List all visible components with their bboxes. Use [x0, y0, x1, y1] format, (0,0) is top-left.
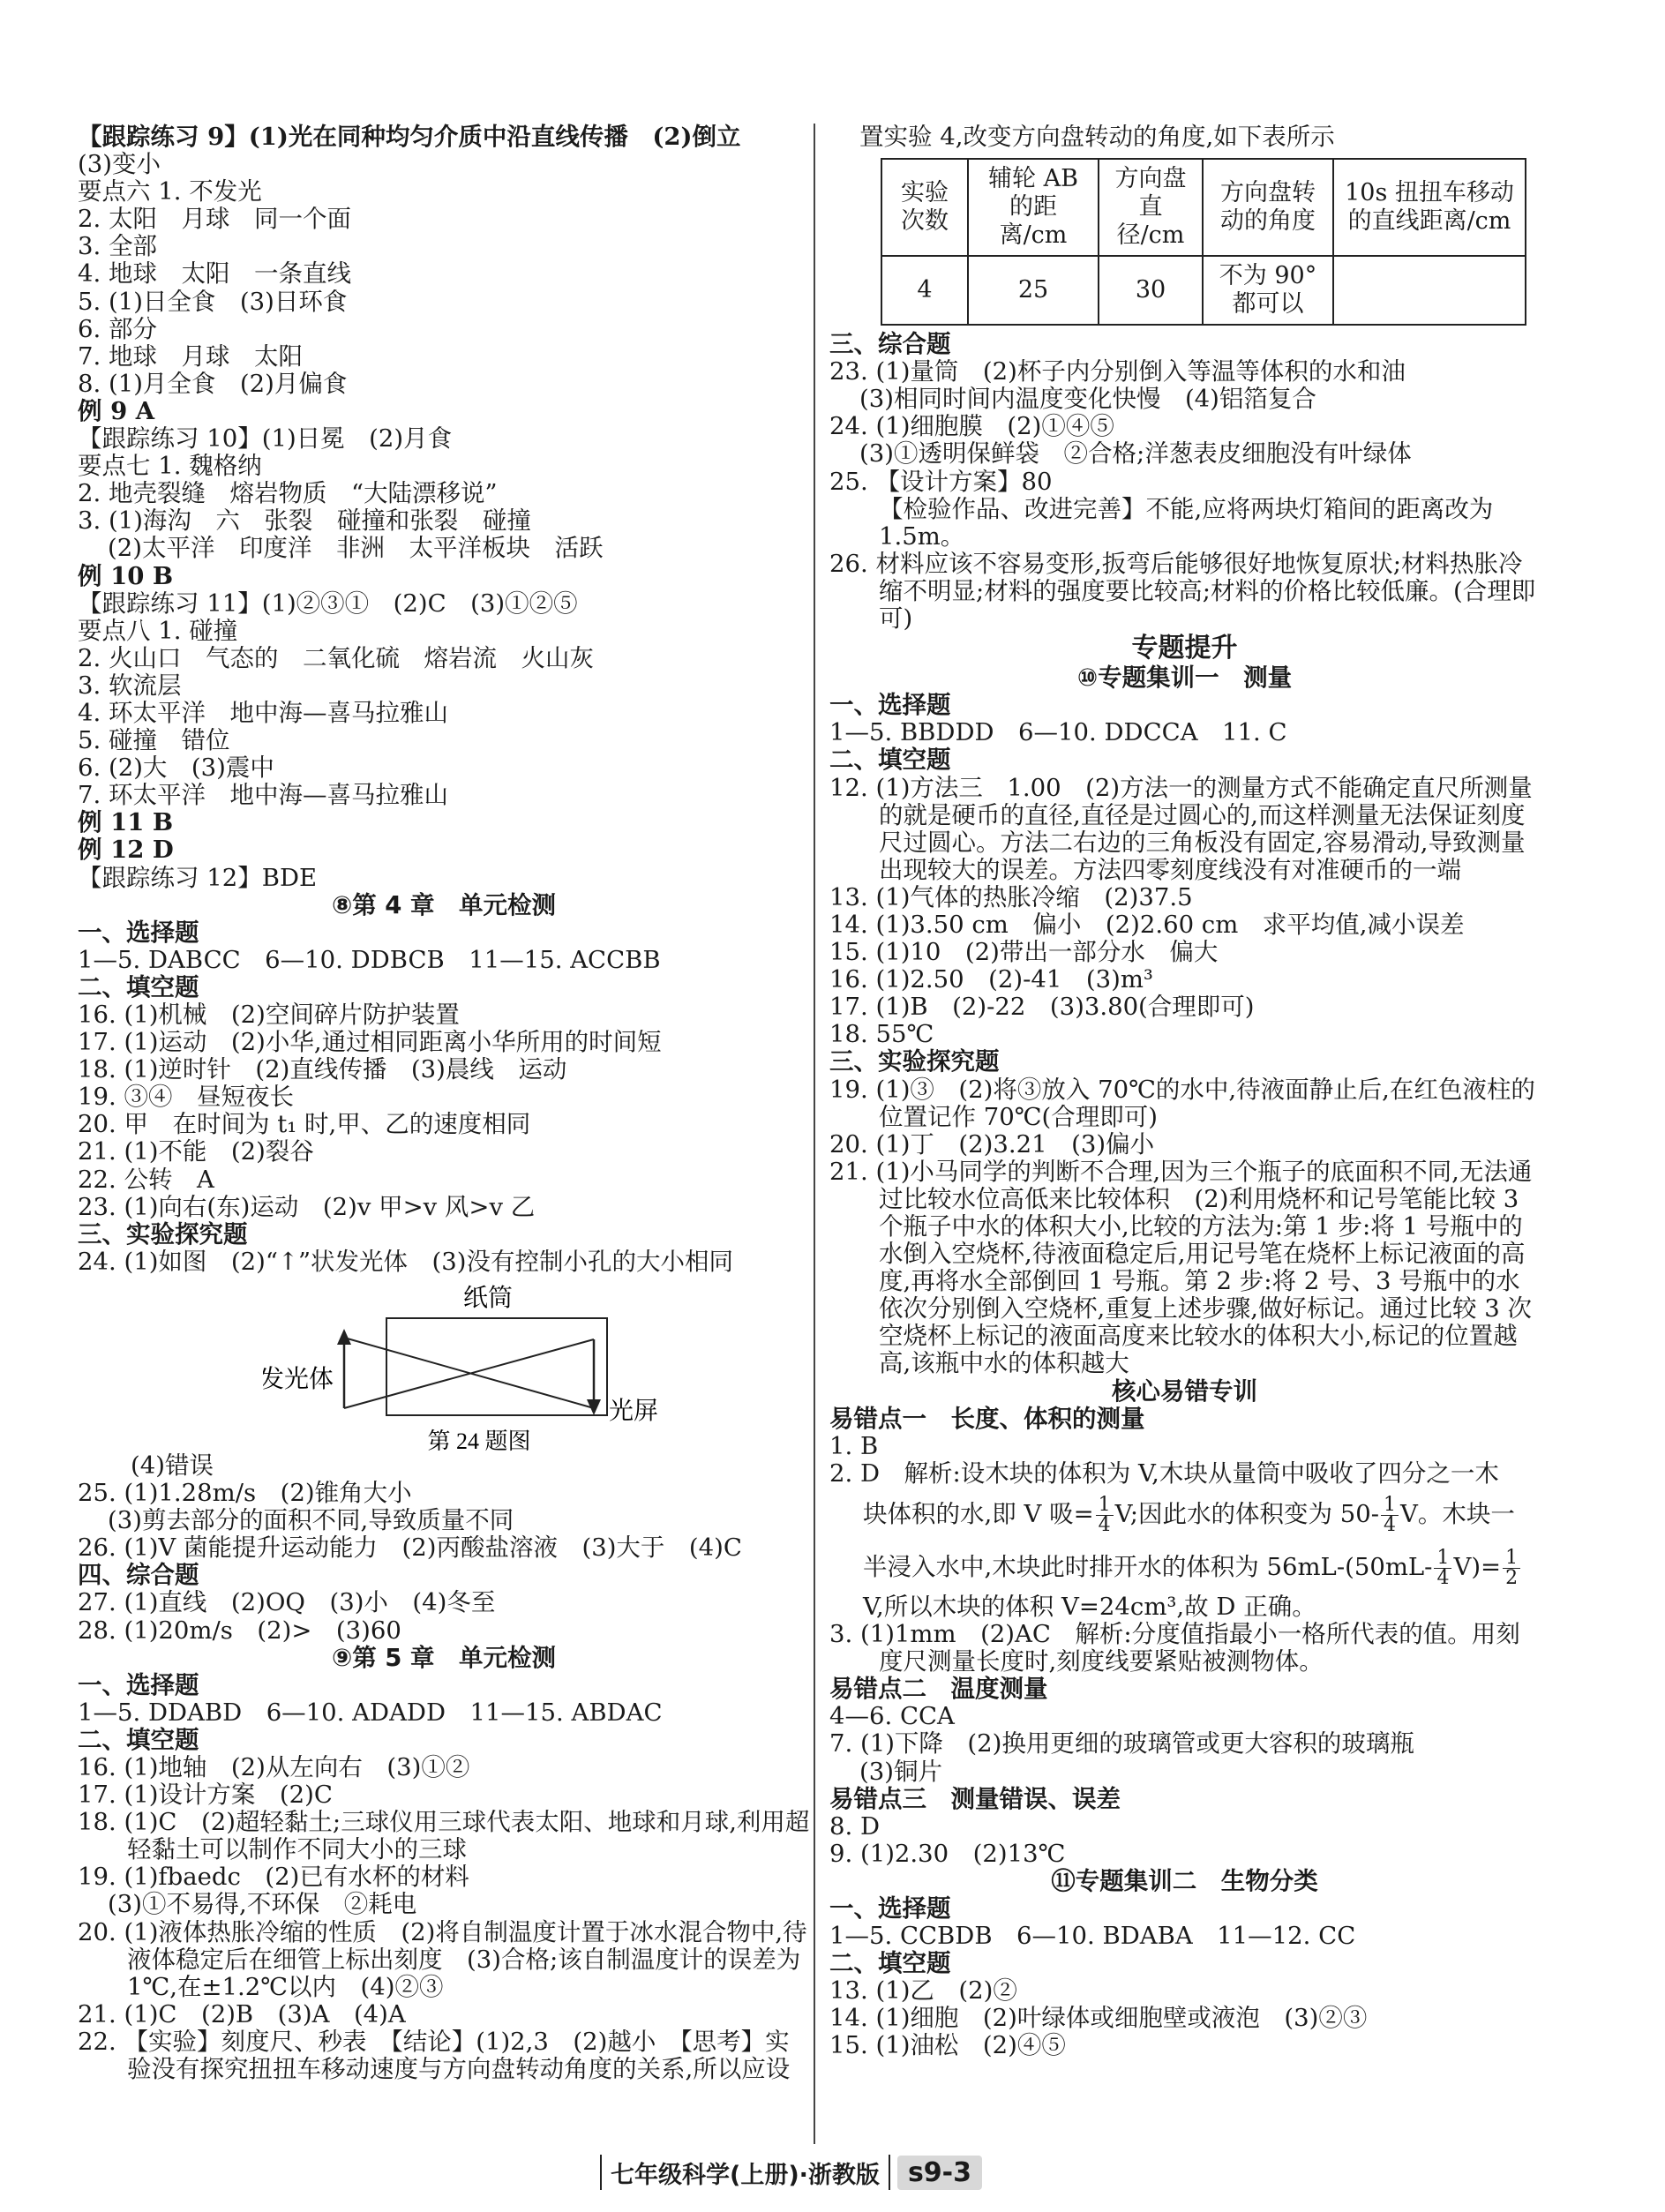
answer-line: 5. 碰撞 错位 — [78, 726, 230, 755]
answer-line: 26. 材料应该不容易变形,扳弯后能够很好地恢复原状;材料热胀冷缩不明显;材料的强度要比较高;材料的价格比较低廉。(合理即可) — [829, 549, 1536, 634]
answer-line: 16. (1)2.50 (2)-41 (3)m³ — [829, 965, 1153, 994]
answer-line: 要点六 1. 不发光 — [78, 177, 262, 206]
section-heading: ⑪专题集训二 生物分类 — [1051, 1866, 1318, 1895]
answer-line: 18. (1)逆时针 (2)直线传播 (3)晨线 运动 — [78, 1055, 567, 1084]
answer-line: (3)相同时间内温度变化快慢 (4)铝箔复合 — [859, 385, 1316, 414]
column-divider — [814, 124, 815, 2144]
table-cell: 不为 90°都可以 — [1203, 256, 1333, 325]
answer-line: 20. (1)丁 (2)3.21 (3)偏小 — [829, 1129, 1155, 1158]
answer-line: 置实验 4,改变方向盘转动的角度,如下表所示 — [859, 123, 1335, 151]
answer-line: 要点八 1. 碰撞 — [78, 616, 238, 645]
source-arrow-head — [337, 1329, 351, 1345]
answer-line: 例 10 B — [78, 561, 174, 590]
answer-line: 2. 太阳 月球 同一个面 — [78, 205, 351, 234]
answer-line: 2. D 解析:设木块的体积为 V,木块从量筒中吸收了四分之一木 — [829, 1458, 1499, 1488]
answer-line: 1. B — [829, 1431, 879, 1460]
q2-text: V)= — [1453, 1552, 1502, 1581]
q2-text: 半浸入水中,木块此时排开水的体积为 56mL-(50mL- — [863, 1552, 1433, 1581]
section-subheading: 三、实验探究题 — [829, 1047, 1000, 1076]
section-heading: ⑧第 4 章 单元检测 — [331, 890, 557, 919]
right-column — [829, 124, 1540, 2060]
answer-line: 7. (1)下降 (2)换用更细的玻璃管或更大容积的玻璃瓶 — [829, 1729, 1414, 1758]
answer-line: (3)①不易得,不环保 ②耗电 — [108, 1890, 417, 1919]
fraction-numerator: 1 — [1434, 1548, 1451, 1569]
answer-line: 5. (1)日全食 (3)日环食 — [78, 287, 348, 316]
answer-line: 21. (1)C (2)B (3)A (4)A — [78, 1999, 406, 2028]
answer-line: 3. (1)1mm (2)AC 解析:分度值指最小一格所代表的值。用刻度尺测量长度时,刻度线要紧贴被测物体。 — [829, 1620, 1520, 1676]
answer-line: 2. 火山口 气态的 二氧化硫 熔岩流 火山灰 — [78, 643, 594, 672]
table-header-cell: 方向盘直径/cm — [1099, 159, 1203, 256]
answer-line: 23. (1)量筒 (2)杯子内分别倒入等温等体积的水和油 — [829, 357, 1406, 386]
source-label: 发光体 — [263, 1365, 334, 1393]
answer-line: 25. 【设计方案】80 — [829, 467, 1053, 496]
section-subheading: 三、实验探究题 — [78, 1219, 248, 1248]
answer-line: 19. (1)fbaedc (2)已有水杯的材料 — [78, 1863, 469, 1892]
answer-line: V,所以木块的体积 V=24cm³,故 D 正确。 — [863, 1592, 1316, 1621]
answer-line: 13. (1)乙 (2)② — [829, 1976, 1017, 2006]
answer-line: 7. 地球 月球 太阳 — [78, 341, 303, 371]
answer-line: 14. (1)细胞 (2)叶绿体或细胞壁或液泡 (3)②③ — [829, 2004, 1368, 2033]
answer-line: 例 11 B — [78, 808, 174, 837]
fraction-denominator: 2 — [1505, 1566, 1519, 1589]
page-code: s9-3 — [897, 2156, 982, 2190]
answer-line: 19. (1)③ (2)将③放入 70℃的水中,待液面静止后,在红色液柱的位置记作 70℃(合理即可) — [829, 1075, 1535, 1131]
figure-caption: 第 24 题图 — [427, 1428, 531, 1452]
fraction-numerator: 1 — [1096, 1496, 1114, 1516]
answer-line: 9. (1)2.30 (2)13℃ — [829, 1839, 1066, 1868]
answer-line: 【跟踪练习 12】BDE — [78, 863, 318, 892]
experiment-table — [881, 158, 1526, 326]
answer-line: (4)错误 — [131, 1451, 214, 1480]
section-subheading: 一、选择题 — [829, 1893, 951, 1923]
answer-line: 4. 地球 太阳 一条直线 — [78, 259, 351, 289]
section-subheading: 易错点一 长度、体积的测量 — [829, 1404, 1145, 1433]
fraction — [1434, 1548, 1451, 1588]
answer-line: 15. (1)10 (2)带出一部分水 偏大 — [829, 938, 1219, 967]
answer-line: 20. (1)液体热胀冷缩的性质 (2)将自制温度计置于冰水混合物中,待液体稳定后在细管上标出刻度 (3)合格;该自制温度计的误差为 1℃,在±1.2℃以内 (4)②③ — [78, 1917, 807, 2001]
q2-text: V。木块一 — [1400, 1499, 1515, 1528]
answer-line: 25. (1)1.28m/s (2)锥角大小 — [78, 1479, 412, 1508]
answer-line: 27. (1)直线 (2)OQ (3)小 (4)冬至 — [78, 1588, 496, 1617]
screen-label: 光屏 — [609, 1397, 659, 1425]
answer-line: 16. (1)机械 (2)空间碎片防护装置 — [78, 1001, 460, 1029]
section-heading: ⑩专题集训一 测量 — [1076, 664, 1293, 693]
page-footer — [600, 2153, 982, 2192]
section-subheading: 一、选择题 — [78, 918, 199, 947]
answer-line: 1—5. DDABD 6—10. ADADD 11—15. ABDAC — [78, 1698, 663, 1727]
answer-line: 要点七 1. 魏格纳 — [78, 452, 262, 481]
answer-line: 18. 55℃ — [829, 1020, 934, 1049]
answer-line: 3. 全部 — [78, 232, 157, 261]
answer-line: 3. 软流层 — [78, 671, 182, 700]
fraction — [1503, 1548, 1520, 1588]
answer-line — [829, 1541, 1540, 1593]
answer-line: 17. (1)设计方案 (2)C — [78, 1781, 333, 1810]
section-subheading: 三、综合题 — [829, 330, 951, 359]
answer-line: (3)变小 — [78, 150, 161, 179]
book-title: 七年级科学(上册)·浙教版 — [600, 2155, 890, 2190]
answer-line — [829, 1488, 1540, 1541]
table-row — [881, 159, 1526, 256]
table-cell: 4 — [881, 256, 968, 325]
fraction — [1096, 1493, 1114, 1536]
section-heading: ⑨第 5 章 单元检测 — [331, 1643, 557, 1672]
answer-line: 8. (1)月全食 (2)月偏食 — [78, 369, 348, 398]
answer-line: 12. (1)方法三 1.00 (2)方法一的测量方式不能确定直尺所测量的就是硬币的直径,直径是过圆心的,而这样测量无法保证刻度尺过圆心。方法二右边的三角板没有固定,容易滑动,导致测量出现较大的误差。方法四零刻度线没有对准硬币的一端 — [829, 773, 1533, 884]
answer-line: 24. (1)如图 (2)“↑”状发光体 (3)没有控制小孔的大小相同 — [78, 1247, 733, 1276]
q2-text: 块体积的水,即 V 吸= — [863, 1499, 1094, 1528]
table-header-cell: 10s 扭扭车移动的直线距离/cm — [1333, 159, 1526, 256]
table-cell: 25 — [968, 256, 1099, 325]
section-subheading: 易错点二 温度测量 — [829, 1675, 1048, 1704]
answer-line: 20. 甲 在时间为 t₁ 时,甲、乙的速度相同 — [78, 1110, 531, 1139]
table-header-cell: 实验次数 — [881, 159, 968, 256]
pinhole-diagram-svg — [263, 1276, 669, 1452]
answer-line: 4. 环太平洋 地中海—喜马拉雅山 — [78, 698, 448, 727]
answer-line: 18. (1)C (2)超轻黏土;三球仪用三球代表太阳、地球和月球,利用超轻黏土可以制作不同大小的三球 — [78, 1808, 810, 1864]
fraction-numerator: 1 — [1503, 1548, 1520, 1569]
answer-line: 【跟踪练习 10】(1)日冕 (2)月食 — [78, 424, 453, 454]
answer-line: 例 12 D — [78, 836, 174, 865]
section-subheading: 二、填空题 — [78, 1725, 199, 1754]
answer-line: 例 9 A — [78, 396, 155, 425]
answer-line: (3)铜片 — [859, 1757, 942, 1786]
fraction — [1381, 1493, 1399, 1536]
answer-line: 26. (1)V 菌能提升运动能力 (2)丙酸盐溶液 (3)大于 (4)C — [78, 1533, 742, 1563]
fraction-denominator: 4 — [1098, 1513, 1111, 1536]
answer-line: 15. (1)油松 (2)④⑤ — [829, 2031, 1066, 2060]
answer-line: 7. 环太平洋 地中海—喜马拉雅山 — [78, 781, 448, 810]
answer-line: 1—5. BBDDD 6—10. DDCCA 11. C — [829, 718, 1287, 747]
answer-line: 6. (2)大 (3)震中 — [78, 754, 274, 783]
answer-line: (3)剪去部分的面积不同,导致质量不同 — [108, 1506, 514, 1535]
answer-line: 1—5. CCBDB 6—10. BDABA 11—12. CC — [829, 1922, 1356, 1951]
table-header-cell: 辅轮 AB 的距离/cm — [968, 159, 1099, 256]
answer-line: (2)太平洋 印度洋 非洲 太平洋板块 活跃 — [108, 534, 604, 563]
fraction-numerator: 1 — [1381, 1496, 1399, 1516]
answer-line: 【跟踪练习 9】(1)光在同种均匀介质中沿直线传播 (2)倒立 — [78, 123, 741, 151]
answer-line: 16. (1)地轴 (2)从左向右 (3)①② — [78, 1752, 470, 1781]
table-header-cell: 方向盘转动的角度 — [1203, 159, 1333, 256]
answer-line: 17. (1)运动 (2)小华,通过相同距离小华所用的时间短 — [78, 1028, 662, 1057]
section-heading: 核心易错专训 — [1112, 1376, 1257, 1406]
section-subheading: 二、填空题 — [829, 746, 951, 775]
answer-line: 17. (1)B (2)-22 (3)3.80(合理即可) — [829, 993, 1255, 1022]
answer-line: 19. ③④ 昼短夜长 — [78, 1083, 294, 1112]
q2-text: V;因此水的体积变为 50- — [1114, 1499, 1380, 1528]
fraction-denominator: 4 — [1436, 1566, 1450, 1589]
answer-line: 21. (1)不能 (2)裂谷 — [78, 1137, 314, 1166]
section-subheading: 二、填空题 — [829, 1949, 951, 1978]
section-subheading: 易错点三 测量错误、误差 — [829, 1784, 1121, 1813]
table-cell — [1333, 256, 1526, 325]
pinhole-diagram — [263, 1276, 810, 1452]
section-subheading: 一、选择题 — [829, 691, 951, 720]
answer-line: 8. D — [829, 1811, 881, 1841]
answer-line: 13. (1)气体的热胀冷缩 (2)37.5 — [829, 882, 1193, 911]
left-column — [78, 124, 810, 2083]
answer-line: 28. (1)20m/s (2)> (3)60 — [78, 1616, 401, 1645]
answer-line: 14. (1)3.50 cm 偏小 (2)2.60 cm 求平均值,减小误差 — [829, 910, 1465, 939]
section-subheading: 二、填空题 — [78, 972, 199, 1001]
answer-line: 3. (1)海沟 六 张裂 碰撞和张裂 碰撞 — [78, 506, 531, 536]
answer-line: 21. (1)小马同学的判断不合理,因为三个瓶子的底面积不同,无法通过比较水位高低来比较体积 (2)利用烧杯和记号笔能比较 3 个瓶子中水的体积大小,比较的方法为:第 1 步:将 1 号瓶中的水倒入空烧杯,待液面稳定后,用记号笔在烧杯上标记液面的高度,再将水全部倒回 1 号瓶。第 2 步:将 2 号、3 号瓶中的水依次分别倒入空烧杯,重复上述步骤,做好标记。通过比较 3 次空烧杯上标记的液面高度来比较水的体积大小,标记的位置越高,该瓶中水的体积越大 — [829, 1157, 1533, 1378]
answer-line: 6. 部分 — [78, 314, 157, 343]
section-heading: 专题提升 — [1131, 633, 1238, 664]
answer-line: 【检验作品、改进完善】不能,应将两块灯箱间的距离改为 1.5m。 — [879, 494, 1494, 551]
answer-line: 22. 【实验】刻度尺、秒表 【结论】(1)2,3 (2)越小 【思考】实验没有探究扭扭车移动速度与方向盘转动角度的关系,所以应设 — [78, 2027, 791, 2083]
tube-label: 纸筒 — [462, 1284, 514, 1312]
answer-line: 22. 公转 A — [78, 1165, 214, 1194]
answer-line: 4—6. CCA — [829, 1702, 955, 1731]
answer-line: 【跟踪练习 11】(1)②③① (2)C (3)①②⑤ — [78, 589, 578, 618]
answer-line: 1—5. DABCC 6—10. DDBCB 11—15. ACCBB — [78, 945, 661, 974]
answer-line: (3)①透明保鲜袋 ②合格;洋葱表皮细胞没有叶绿体 — [859, 439, 1412, 469]
section-subheading: 一、选择题 — [78, 1670, 199, 1699]
table-row — [881, 256, 1526, 325]
answer-line: 2. 地壳裂缝 熔岩物质 “大陆漂移说” — [78, 479, 498, 508]
answer-line: 24. (1)细胞膜 (2)①④⑤ — [829, 412, 1114, 441]
fraction-denominator: 4 — [1384, 1513, 1397, 1536]
section-subheading: 四、综合题 — [78, 1561, 199, 1590]
answer-line: 23. (1)向右(东)运动 (2)v 甲>v 风>v 乙 — [78, 1192, 536, 1221]
table-cell: 30 — [1099, 256, 1203, 325]
